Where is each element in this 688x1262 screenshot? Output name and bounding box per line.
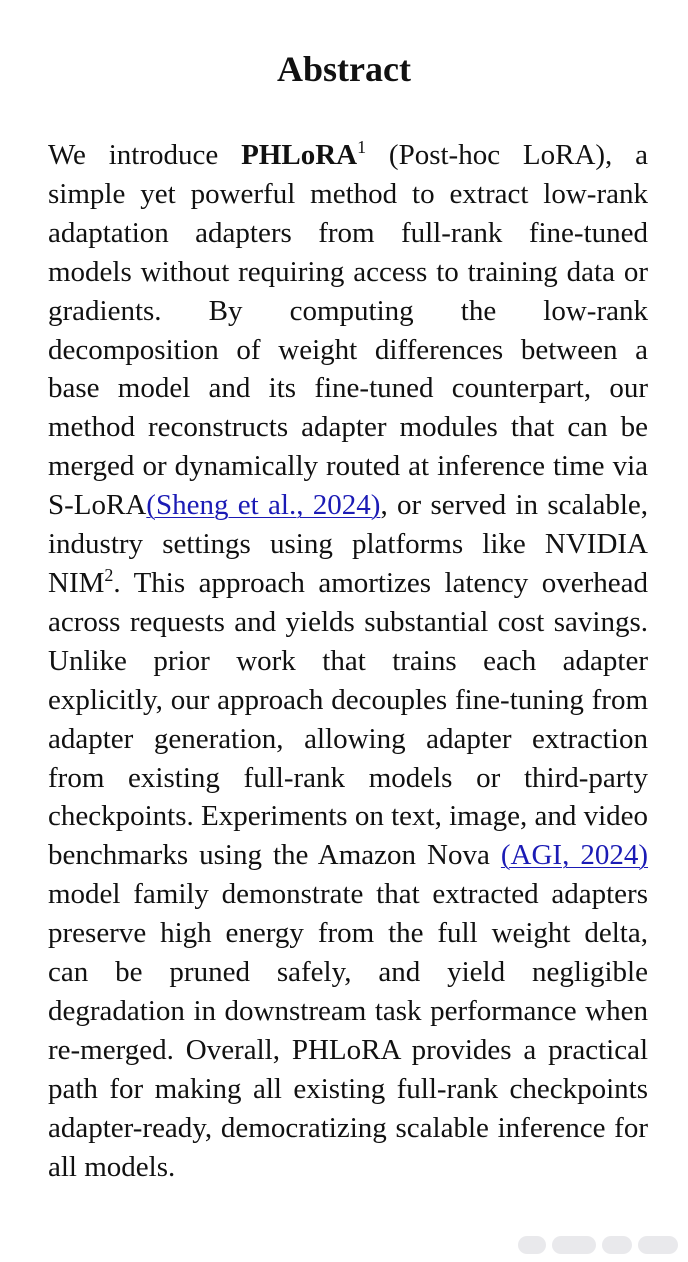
abstract-text: . This approach amortizes latency overhead across requests and yields substantial cost savings. Unlike prior work that trains each adapter explicitly, our approach decouples fine-tuning from adapter generation, allowing adapter extraction from existing full-rank models or third-party checkpoints. Experiments on text, image, and video benchmarks using the Amazon Nova [48,566,648,872]
watermark-block [638,1236,678,1254]
watermark-block [602,1236,632,1254]
watermark-block [518,1236,546,1254]
abstract-text: (Post-hoc LoRA), a simple yet powerful method to extract low-rank adaptation adapters from full-rank fine-tuned models without requiring access to training data or gradients. By computing the low-rank decomposition of weight differences between a base model and its fine-tuned counterpart, our method reconstructs adapter modules that can be merged or dynamically routed at inference time via S-LoRA [48,139,649,522]
citation-link-agi[interactable]: (AGI, 2024) [500,839,649,872]
method-name: PHLoRA [241,139,358,171]
abstract-text: model family demonstrate that extracted adapters preserve high energy from the full weight delta, can be pruned safely, and yield negligible degradation in downstream task performance when re-merged. Overall, PHLoRA provides a practical path for making all existing full-rank checkpoints adapter-ready, democratizing scalable inference for all models. [48,878,648,1183]
footnote-marker-1[interactable]: 1 [357,137,367,157]
abstract-paragraph [48,136,648,1186]
watermark-block [552,1236,596,1254]
footnote-marker-2[interactable]: 2 [104,564,114,585]
citation-link-sheng[interactable]: (Sheng et al., 2024) [146,489,381,522]
section-title: Abstract [277,49,411,89]
abstract-text: We introduce [48,139,242,171]
watermark [518,1236,678,1254]
abstract-text: , or served in scalable, industry settings using platforms like NVIDIA NIM [48,489,649,599]
